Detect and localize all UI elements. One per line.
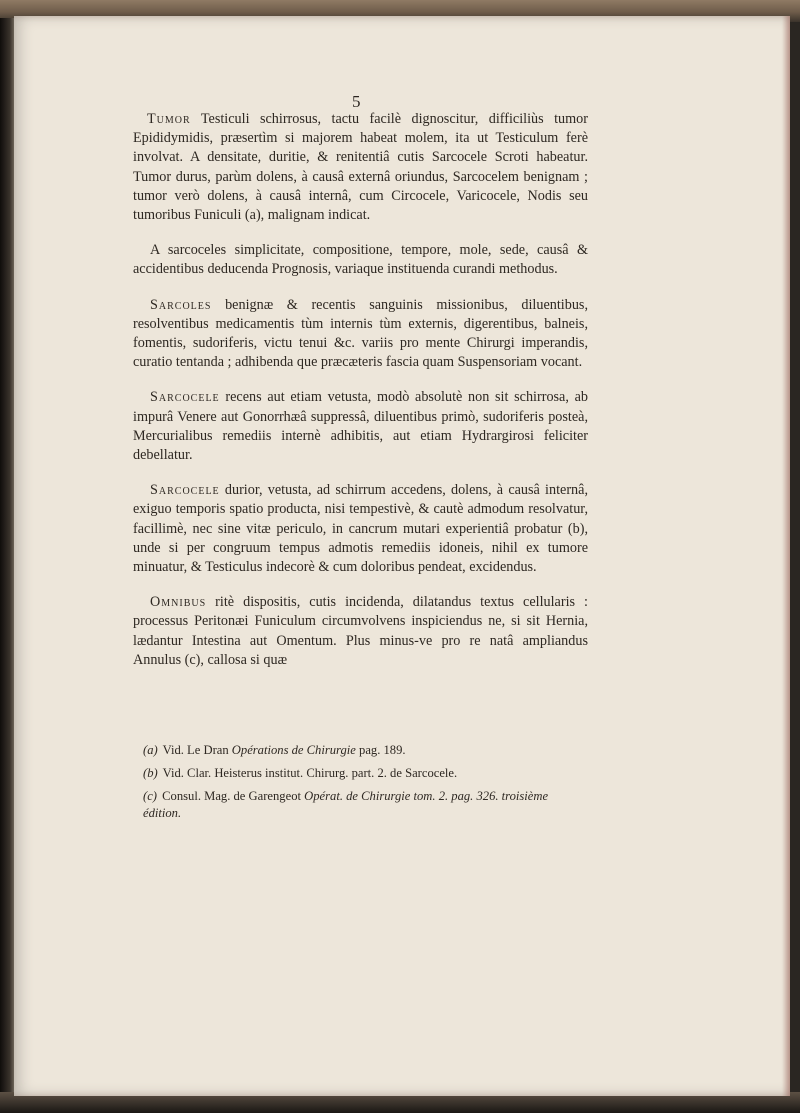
- body-text: [133, 110, 588, 686]
- footnote-work-title: Opérations de Chirurgie: [231, 743, 356, 757]
- paragraph-text: benignæ & recentis sanguinis missionibus, diluentibus, resolventibus medicamentis tùm internis tùm externis, digerentibus, balneis, fomentis, sudoriferis, victu tenui &c. variis pro mente Chirurgi imperandis, curatio tentanda ; adhibenda que præcæteris fascia quam Suspensoriam vocant.: [133, 296, 588, 371]
- footnotes: [133, 742, 588, 828]
- paragraph-lead-word: Tumor: [147, 111, 191, 127]
- paragraph-tumor: [133, 110, 588, 225]
- paragraph-prognosis: [133, 241, 588, 279]
- footnote-mark: (b): [143, 766, 158, 780]
- paragraph-text: ritè dispositis, cutis incidenda, dilatandus textus cellularis : processus Peritonæi Funiculum circumvolvens inspiciendus ne, si sit Hernia, lædantur Intestina aut Omentum. Plus minus-ve pro re natâ ampliandus Annulus (c), callosa si quæ: [133, 594, 588, 668]
- footnote-a: [143, 742, 588, 759]
- paragraph-lead-word: Sarcocele: [150, 482, 220, 499]
- footnote-text: Vid. Le Dran: [159, 743, 232, 757]
- paragraph-sarcocele-durior: [133, 481, 588, 577]
- paragraph-text: recens aut etiam vetusta, modò absolutè non sit schirrosa, ab impurâ Venere aut Gonorrhæâ suppressâ, diluentibus primò, sudoriferis posteà, Mercurialibus remediis internè adhibitis, aut etiam Hydrargirosi feliciter debellatur.: [133, 389, 588, 464]
- paragraph-lead-word: Sarcocele: [150, 389, 220, 406]
- footnote-text: Vid. Clar. Heisterus institut. Chirurg. part. 2. de Sarcocele.: [159, 766, 458, 780]
- paragraph-lead-word: Sarcoles: [150, 296, 212, 313]
- paragraph-sarcocele-recens: [133, 388, 588, 465]
- paragraph-text: durior, vetusta, ad schirrum accedens, dolens, à causâ internâ, exiguo temporis spatio producta, nisi tempestivè, & cautè admodum resolvatur, facillimè, nec sine vitæ periculo, in cancrum mutari experientiâ probatur (b), unde si per congruum tempus admotis remediis idoneis, nihil ex tumore minuatur, & Testiculus indecorè & cum doloribus pendeat, excidendus.: [133, 482, 588, 576]
- footnote-work-title: Opérat. de Chirurgie tom. 2. pag. 326. troisième édition.: [143, 789, 549, 820]
- footnote-b: [143, 765, 588, 782]
- footnote-tail: pag. 189.: [355, 743, 406, 757]
- paragraph-text: A sarcoceles simplicitate, compositione, tempore, mole, sede, causâ & accidentibus deducenda Prognosis, variaque instituenda curandi methodus.: [133, 242, 588, 278]
- footnote-c: [143, 788, 588, 822]
- footnote-mark: (c): [143, 789, 157, 803]
- page-edge-shadow: [782, 16, 790, 1096]
- paragraph-text: Testiculi schirrosus, tactu facilè dignoscitur, difficiliùs tumor Epididymidis, præsertìm si majorem habeat molem, ita ut Testiculum ferè involvat. A densitate, duritie, & renitentiâ cutis Sarcocele Scroti habeatur. Tumor durus, parùm dolens, à causâ externâ oriundus, Sarcocelem benignam ; tumor verò dolens, à causâ internâ, cum Circocele, Varicocele, Nodis seu tumoribus Funiculi (a), malignam indicat.: [133, 111, 588, 224]
- footnote-mark: (a): [143, 743, 158, 757]
- paragraph-sarcoles-benignae: [133, 296, 588, 373]
- paragraph-lead-word: Omnibus: [150, 594, 207, 611]
- paragraph-omnibus: [133, 593, 588, 670]
- page-number: 5: [352, 92, 361, 111]
- footnote-text: Consul. Mag. de Garengeot: [158, 789, 305, 803]
